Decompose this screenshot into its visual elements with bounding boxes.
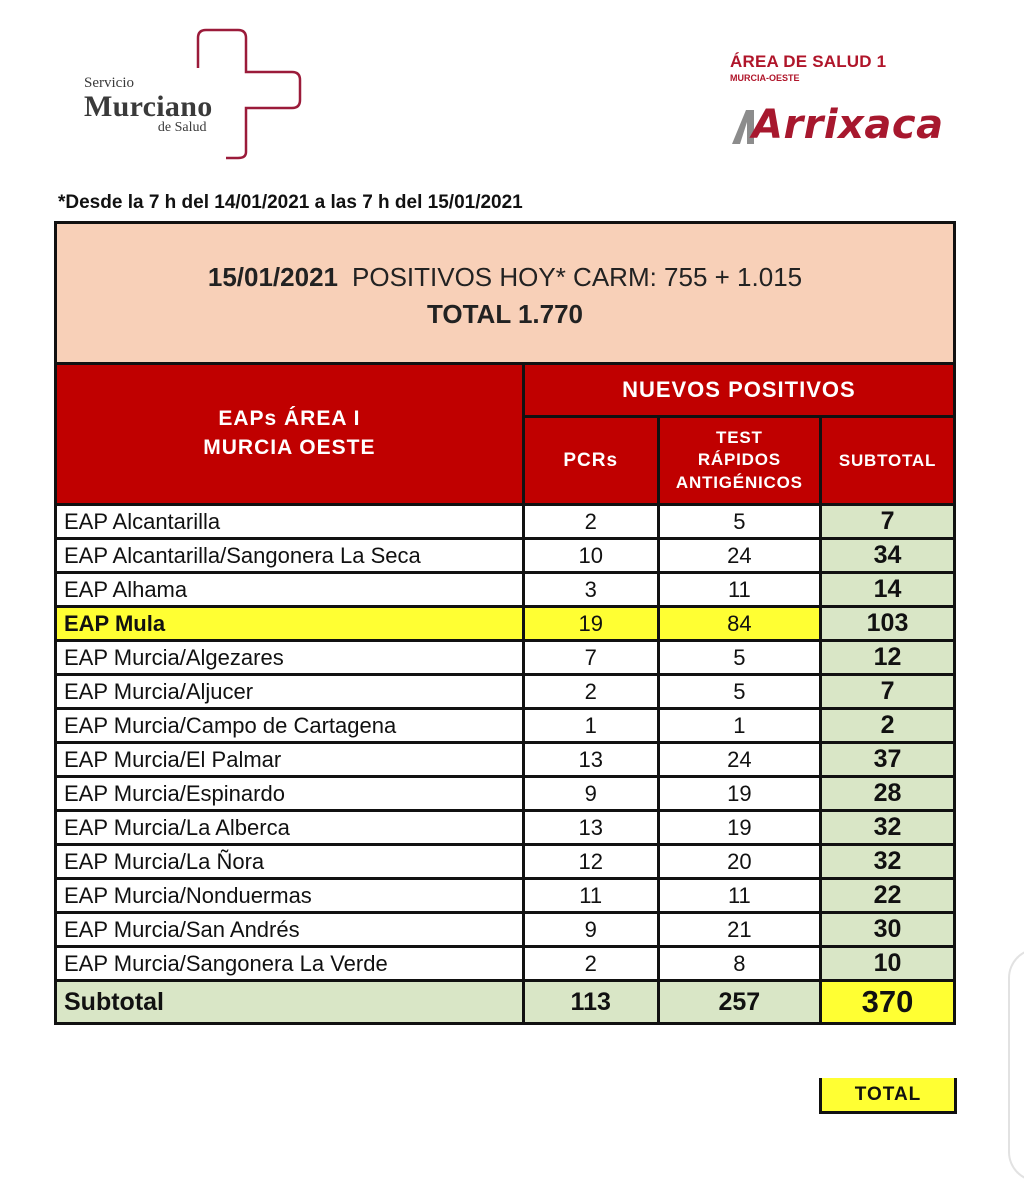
table-row (56, 811, 955, 845)
col-header-test (658, 417, 820, 505)
pcr-count: 2 (523, 675, 658, 709)
pcr-count: 19 (523, 607, 658, 641)
subtotal-count: 32 (821, 845, 955, 879)
arrixaca-wordmark: Arrixaca (752, 102, 944, 148)
table-row (56, 777, 955, 811)
subtotal-count: 2 (821, 709, 955, 743)
test-count: 24 (658, 539, 820, 573)
summary-header (54, 221, 956, 363)
area-subtitle: MURCIA-OESTE (730, 73, 800, 83)
table-row (56, 913, 955, 947)
test-count: 8 (658, 947, 820, 981)
summary-date: 15/01/2021 (207, 262, 338, 292)
table-row (56, 947, 955, 981)
totals-pcr: 113 (523, 981, 658, 1024)
subtotal-count: 22 (821, 879, 955, 913)
pcr-count: 9 (523, 913, 658, 947)
test-count: 21 (658, 913, 820, 947)
summary-positivos: POSITIVOS HOY* CARM: 755 + 1.015 (352, 262, 803, 292)
sms-logo-line1: Servicio (84, 75, 134, 91)
table-row (56, 879, 955, 913)
eap-name: EAP Alhama (56, 573, 524, 607)
table-row (56, 505, 955, 539)
table-row-highlighted (56, 607, 955, 641)
subtotal-count: 28 (821, 777, 955, 811)
col-header-pcr: PCRs (523, 417, 658, 505)
subtotal-count: 37 (821, 743, 955, 777)
col-header-eap-line1: EAPs ÁREA I (218, 407, 361, 431)
col-header-subtotal: SUBTOTAL (821, 417, 955, 505)
grand-total: 370 (821, 981, 955, 1024)
col-header-eap (56, 364, 524, 505)
pcr-count: 3 (523, 573, 658, 607)
pcr-count: 2 (523, 505, 658, 539)
sms-logo (78, 28, 308, 160)
eap-name: EAP Murcia/El Palmar (56, 743, 524, 777)
col-header-test-line2: RÁPIDOS (697, 450, 781, 470)
table-row (56, 675, 955, 709)
arrixaca-logo (730, 52, 970, 152)
summary-line1 (57, 262, 953, 293)
eap-name: EAP Murcia/Espinardo (56, 777, 524, 811)
test-count: 24 (658, 743, 820, 777)
col-header-eap-line2: MURCIA OESTE (203, 436, 376, 459)
table-row (56, 845, 955, 879)
table-row (56, 743, 955, 777)
totals-row (56, 981, 955, 1024)
subtotal-count: 32 (821, 811, 955, 845)
totals-test: 257 (658, 981, 820, 1024)
positives-table (54, 362, 956, 1025)
subtotal-count: 14 (821, 573, 955, 607)
test-count: 5 (658, 675, 820, 709)
eap-name: EAP Murcia/Sangonera La Verde (56, 947, 524, 981)
table-row (56, 709, 955, 743)
sms-logo-line2: Murciano (84, 90, 213, 123)
test-count: 5 (658, 505, 820, 539)
table-row (56, 573, 955, 607)
col-group-nuevos-positivos: NUEVOS POSITIVOS (523, 364, 954, 417)
pcr-count: 9 (523, 777, 658, 811)
eap-name: EAP Murcia/Campo de Cartagena (56, 709, 524, 743)
table-row (56, 641, 955, 675)
sms-logo-line3: de Salud (157, 120, 207, 135)
eap-name: EAP Murcia/Algezares (56, 641, 524, 675)
subtotal-count: 10 (821, 947, 955, 981)
pcr-count: 12 (523, 845, 658, 879)
test-count: 19 (658, 777, 820, 811)
pcr-count: 11 (523, 879, 658, 913)
eap-name: EAP Murcia/San Andrés (56, 913, 524, 947)
test-count: 19 (658, 811, 820, 845)
subtotal-count: 12 (821, 641, 955, 675)
page-edge-decoration (1008, 948, 1024, 1182)
time-range-note: *Desde la 7 h del 14/01/2021 a las 7 h del 15/01/2021 (58, 192, 523, 213)
test-count: 5 (658, 641, 820, 675)
totals-label: Subtotal (56, 981, 524, 1024)
area-title: ÁREA DE SALUD 1 (730, 52, 887, 71)
col-header-test-line3: ANTIGÉNICOS (675, 472, 803, 492)
eap-name: EAP Murcia/Aljucer (56, 675, 524, 709)
pcr-count: 2 (523, 947, 658, 981)
pcr-count: 13 (523, 743, 658, 777)
eap-name: EAP Alcantarilla (56, 505, 524, 539)
test-count: 20 (658, 845, 820, 879)
pcr-count: 7 (523, 641, 658, 675)
pcr-count: 10 (523, 539, 658, 573)
test-count: 1 (658, 709, 820, 743)
pcr-count: 1 (523, 709, 658, 743)
subtotal-count: 103 (821, 607, 955, 641)
subtotal-count: 7 (821, 505, 955, 539)
pcr-count: 13 (523, 811, 658, 845)
summary-total: TOTAL 1.770 (426, 299, 584, 329)
test-count: 11 (658, 879, 820, 913)
eap-name: EAP Alcantarilla/Sangonera La Seca (56, 539, 524, 573)
eap-name: EAP Murcia/La Ñora (56, 845, 524, 879)
table-row (56, 539, 955, 573)
eap-name: EAP Murcia/La Alberca (56, 811, 524, 845)
total-tag: TOTAL (819, 1078, 957, 1114)
test-count: 11 (658, 573, 820, 607)
subtotal-count: 34 (821, 539, 955, 573)
eap-name: EAP Mula (56, 607, 524, 641)
test-count: 84 (658, 607, 820, 641)
col-header-test-line1: TEST (716, 428, 763, 448)
subtotal-count: 30 (821, 913, 955, 947)
subtotal-count: 7 (821, 675, 955, 709)
eap-name: EAP Murcia/Nonduermas (56, 879, 524, 913)
